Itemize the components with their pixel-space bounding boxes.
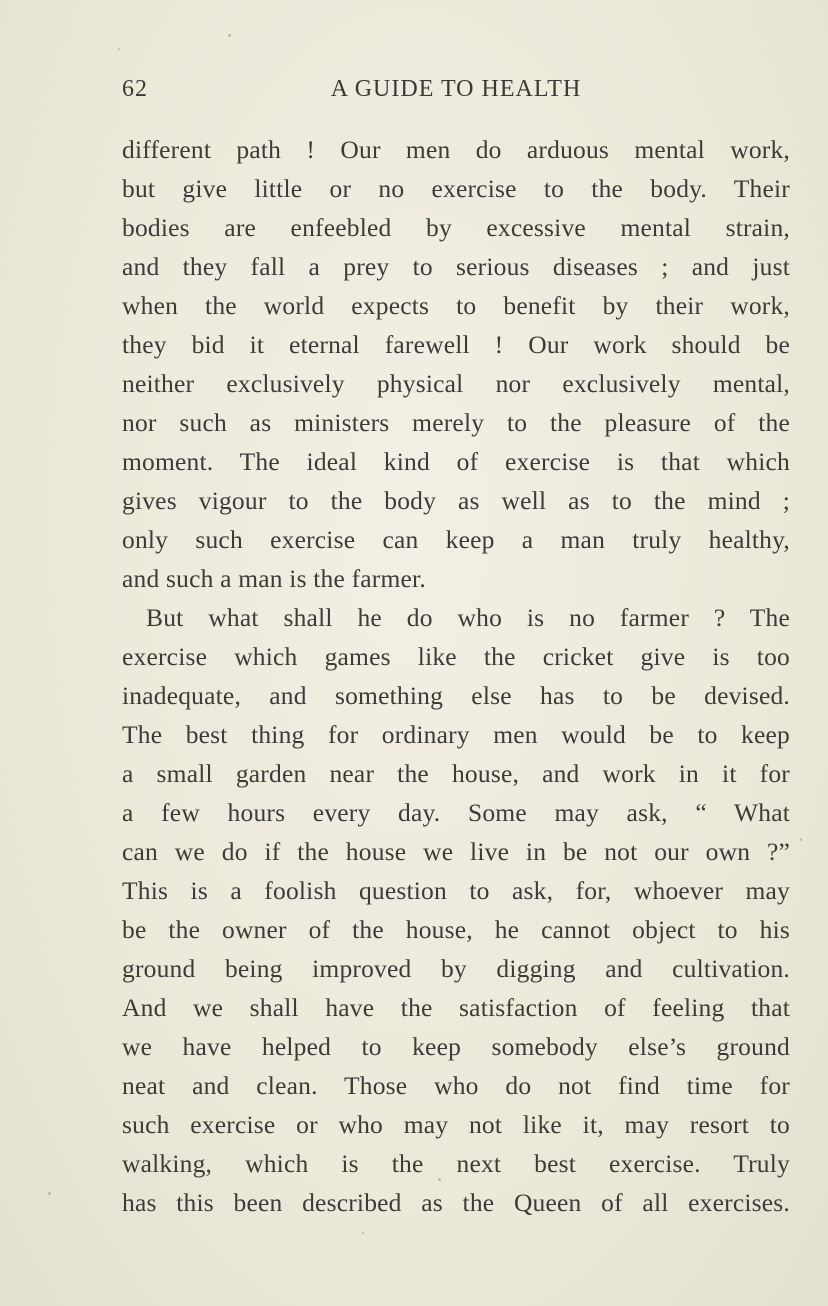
paper-speck [118, 48, 120, 50]
text-line: nor such as ministers merely to the pleasure of the [122, 408, 790, 437]
page-header [122, 76, 790, 108]
text-line: And we shall have the satisfaction of feeling that [122, 993, 790, 1022]
running-head: A GUIDE TO HEALTH [330, 76, 582, 102]
paper-speck [800, 838, 802, 841]
paper-speck [362, 1232, 364, 1234]
text-line: But what shall he do who is no farmer ? The [146, 603, 790, 632]
text-line: different path ! Our men do arduous mental work, [122, 135, 790, 164]
text-line: when the world expects to benefit by their work, [122, 291, 790, 320]
text-line: gives vigour to the body as well as to the mind ; [122, 486, 790, 515]
text-line: This is a foolish question to ask, for, whoever may [122, 876, 790, 905]
paragraph [122, 130, 790, 598]
text-line: and they fall a prey to serious diseases ; and just [122, 252, 790, 281]
text-line: and such a man is the farmer. [122, 564, 426, 593]
text-line: can we do if the house we live in be not our own ?” [122, 837, 790, 866]
text-line: a small garden near the house, and work in it for [122, 759, 790, 788]
paper-speck [438, 1178, 441, 1181]
text-line: a few hours every day. Some may ask, “ What [122, 798, 790, 827]
text-line: such exercise or who may not like it, may resort to [122, 1110, 790, 1139]
text-line: they bid it eternal farewell ! Our work should be [122, 330, 790, 359]
text-line: ground being improved by digging and cultivation. [122, 954, 790, 983]
text-line: only such exercise can keep a man truly healthy, [122, 525, 790, 554]
paper-speck [228, 34, 231, 37]
text-line: inadequate, and something else has to be devised. [122, 681, 790, 710]
text-line: bodies are enfeebled by excessive mental strain, [122, 213, 790, 242]
paper-speck [48, 1192, 51, 1195]
paragraph [122, 598, 790, 1222]
text-line: walking, which is the next best exercise. Truly [122, 1149, 790, 1178]
text-line: neat and clean. Those who do not find time for [122, 1071, 790, 1100]
text-line: moment. The ideal kind of exercise is that which [122, 447, 790, 476]
text-line: but give little or no exercise to the body. Their [122, 174, 790, 203]
text-line: exercise which games like the cricket give is too [122, 642, 790, 671]
body-text [122, 130, 790, 1222]
text-line: has this been described as the Queen of all exercises. [122, 1188, 790, 1217]
text-line: we have helped to keep somebody else’s ground [122, 1032, 790, 1061]
text-line: The best thing for ordinary men would be to keep [122, 720, 790, 749]
page-number: 62 [122, 76, 148, 102]
text-line: be the owner of the house, he cannot object to his [122, 915, 790, 944]
text-line: neither exclusively physical nor exclusively mental, [122, 369, 790, 398]
